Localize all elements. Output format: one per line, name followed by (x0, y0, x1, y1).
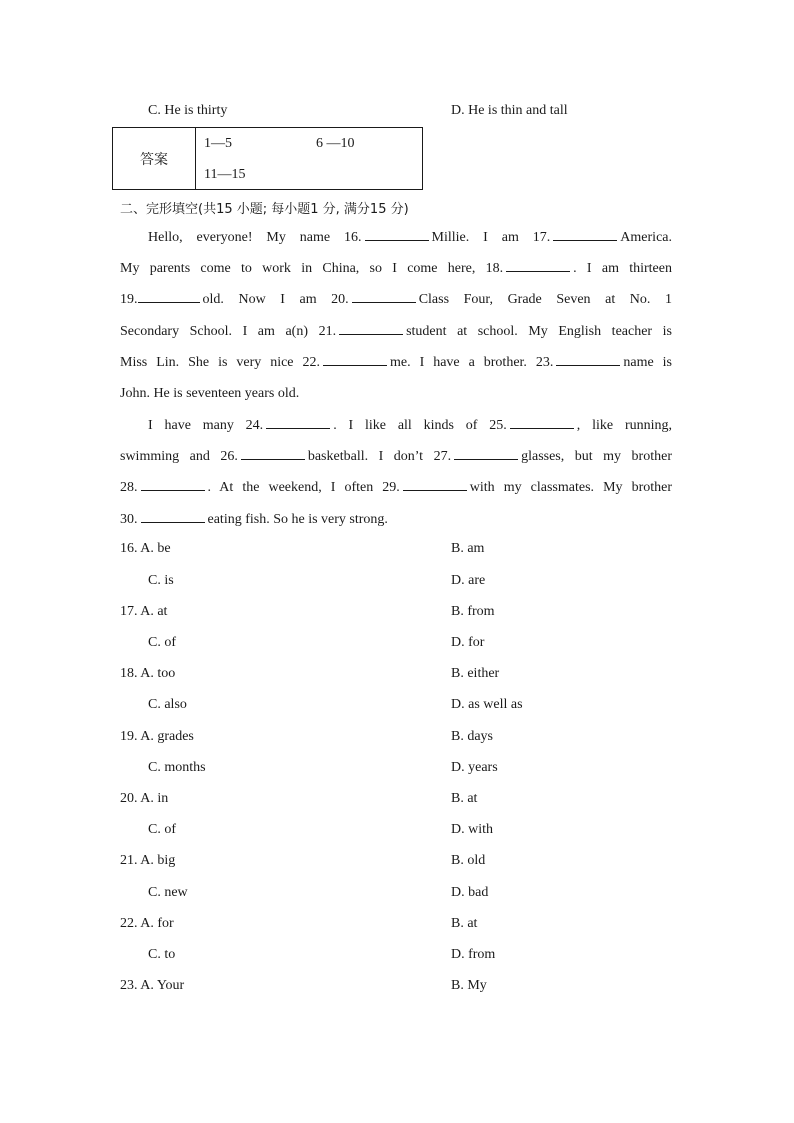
option-d[interactable]: D. with (451, 822, 493, 837)
passage-text: . At the weekend, I often 29. (207, 480, 400, 496)
passage-text: glasses, but my brother (521, 449, 672, 465)
blank-21[interactable] (339, 320, 403, 335)
option-b[interactable]: B. days (451, 729, 493, 744)
option-c[interactable]: C. new (148, 885, 188, 900)
option-b[interactable]: B. either (451, 666, 500, 681)
option-b[interactable]: B. old (451, 853, 486, 868)
passage-text: . I like all kinds of 25. (333, 418, 507, 433)
section-title: 二、完形填空(共15 小题; 每小题1 分, 满分15 分) (120, 202, 409, 217)
option-b[interactable]: B. at (451, 791, 478, 806)
passage-text: swimming and 26. (120, 449, 238, 465)
passage-text: with my classmates. My brother (469, 480, 673, 496)
passage-paragraph-1 (120, 222, 672, 409)
blank-25[interactable] (510, 414, 574, 429)
option-a[interactable]: 18. A. too (120, 666, 176, 681)
passage-text: John. He is seventeen years old. (120, 386, 300, 402)
passage-text: Millie. I am 17. (431, 230, 551, 245)
blank-19[interactable] (138, 288, 200, 303)
passage-text: 28. (120, 480, 138, 496)
option-c[interactable]: C. of (148, 635, 176, 650)
passage-text: student at school. My English teacher is (406, 323, 672, 339)
option-a[interactable]: 21. A. big (120, 853, 176, 868)
blank-16[interactable] (365, 226, 429, 241)
blank-20[interactable] (352, 288, 416, 303)
answer-label: 答案 (113, 128, 196, 190)
passage-text: America. (620, 230, 672, 245)
passage-text: I have many 24. (148, 418, 264, 433)
option-a[interactable]: 17. A. at (120, 604, 168, 619)
blank-28[interactable] (141, 476, 205, 491)
option-d[interactable]: D. for (451, 635, 485, 650)
option-b[interactable]: B. from (451, 604, 495, 619)
option-b[interactable]: B. at (451, 916, 478, 931)
passage-text: basketball. I don’t 27. (307, 449, 452, 465)
option-d[interactable]: D. years (451, 760, 498, 775)
passage-text: eating fish. So he is very strong. (207, 511, 388, 527)
option-a[interactable]: 23. A. Your (120, 978, 185, 993)
blank-23[interactable] (556, 351, 620, 366)
passage-text: Miss Lin. She is very nice 22. (120, 354, 320, 370)
blank-27[interactable] (454, 445, 518, 460)
option-a[interactable]: 19. A. grades (120, 729, 194, 744)
passage-text: me. I have a brother. 23. (390, 354, 554, 370)
blank-17[interactable] (553, 226, 617, 241)
passage-text: , like running, (576, 418, 672, 433)
blank-26[interactable] (241, 445, 305, 460)
option-a[interactable]: 20. A. in (120, 791, 169, 806)
option-d: D. He is thin and tall (451, 103, 568, 118)
passage-text: Secondary School. I am a(n) 21. (120, 323, 337, 339)
option-b[interactable]: B. am (451, 541, 485, 556)
passage-paragraph-2 (120, 410, 672, 535)
option-b[interactable]: B. My (451, 978, 487, 993)
option-c[interactable]: C. is (148, 573, 174, 588)
answer-range-2: 6 —10 (316, 136, 355, 151)
option-a[interactable]: 22. A. for (120, 916, 174, 931)
blank-18[interactable] (506, 257, 570, 272)
blank-30[interactable] (141, 508, 205, 523)
option-c[interactable]: C. to (148, 947, 176, 962)
passage-text: 19. (120, 292, 138, 308)
option-d[interactable]: D. are (451, 573, 486, 588)
option-d[interactable]: D. bad (451, 885, 489, 900)
passage-text: old. Now I am 20. (202, 292, 349, 308)
passage-text: name is (623, 354, 673, 370)
option-c[interactable]: C. months (148, 760, 206, 775)
option-d[interactable]: D. as well as (451, 697, 523, 712)
answer-range-1: 1—5 (204, 136, 232, 151)
passage-text: My parents come to work in China, so I come here, 18. (120, 261, 504, 277)
passage-text: Hello, everyone! My name 16. (148, 230, 362, 245)
blank-22[interactable] (323, 351, 387, 366)
option-c[interactable]: C. also (148, 697, 187, 712)
blank-29[interactable] (403, 476, 467, 491)
option-c: C. He is thirty (148, 103, 228, 118)
answer-cell[interactable] (196, 128, 423, 190)
blank-24[interactable] (266, 414, 330, 429)
answer-table (112, 127, 423, 190)
option-a[interactable]: 16. A. be (120, 541, 171, 556)
passage-text: Class Four, Grade Seven at No. 1 (418, 292, 672, 308)
option-d[interactable]: D. from (451, 947, 496, 962)
passage-text: . I am thirteen (573, 261, 672, 277)
option-c[interactable]: C. of (148, 822, 176, 837)
passage-text: 30. (120, 511, 138, 527)
answer-range-3: 11—15 (204, 167, 246, 182)
